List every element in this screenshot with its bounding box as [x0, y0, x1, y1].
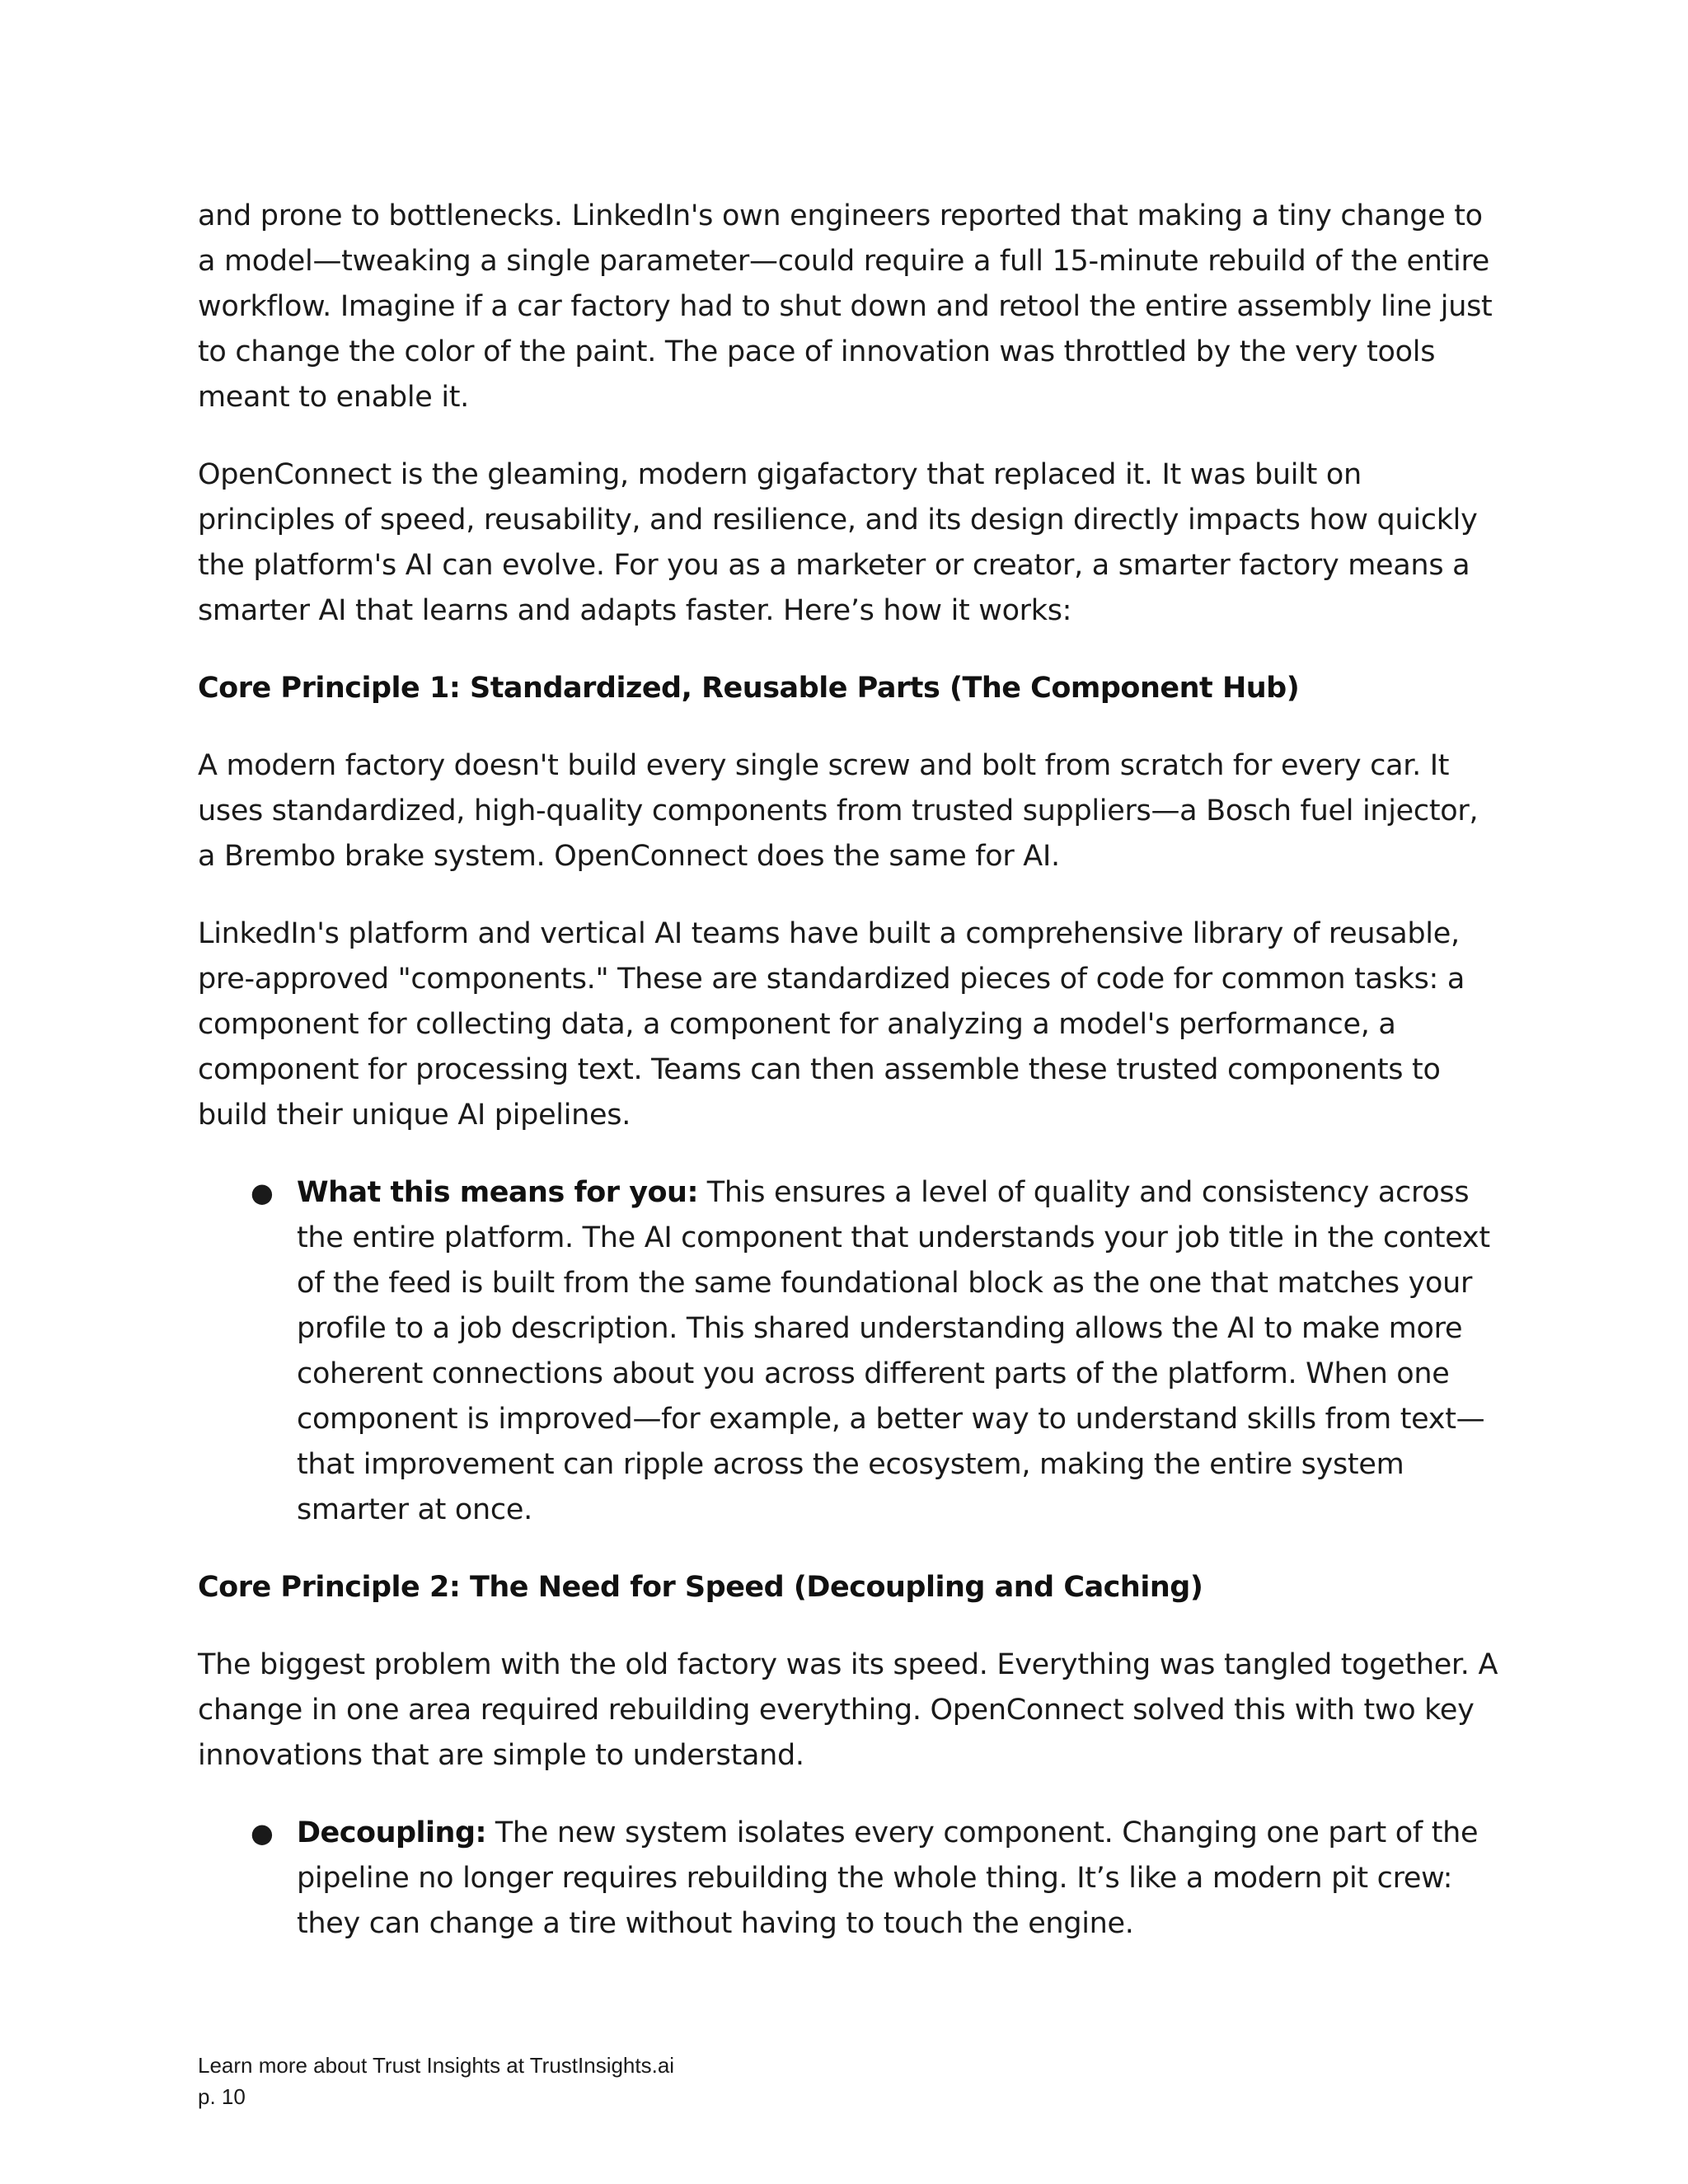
list-item-decoupling	[198, 1811, 1500, 1947]
bullet-list-speed	[198, 1811, 1500, 1947]
bullet-lead-text: What this means for you:	[297, 1176, 698, 1209]
page-body	[198, 194, 1500, 1979]
section-heading-need-for-speed: Core Principle 2: The Need for Speed (Decoupling and Caching)	[198, 1571, 1203, 1604]
bullet-list-component-hub	[198, 1170, 1500, 1533]
paragraph-openconnect-intro: OpenConnect is the gleaming, modern gigafactory that replaced it. It was built on principles of speed, reusability, and resilience, and its design directly impacts how quickly the platform's AI can evolve. For you as a marketer or creator, a smarter factory means a smarter AI that learns and adapts faster. Here’s how it works:	[198, 458, 1478, 627]
bullet-body-text: The new system isolates every component. Changing one part of the pipeline no longer requires rebuilding the whole thing. It’s like a modern pit crew: they can change a tire without having to touch the engine.	[297, 1816, 1479, 1940]
paragraph-old-factory: and prone to bottlenecks. LinkedIn's own engineers reported that making a tiny change to a model—tweaking a single parameter—could require a full 15-minute rebuild of the entire workflow. Imagine if a car factory had to shut down and retool the entire assembly line just to change the color of the paint. The pace of innovation was throttled by the very tools meant to enable it.	[198, 199, 1493, 414]
paragraph-modern-factory: A modern factory doesn't build every single screw and bolt from scratch for every car. It uses standardized, high-quality components from trusted suppliers—a Bosch fuel injector, a Brembo brake system. OpenConnect does the same for AI.	[198, 749, 1479, 873]
page-number: p. 10	[198, 2084, 246, 2109]
list-item-what-this-means	[198, 1170, 1500, 1533]
footer-promo-text: Learn more about Trust Insights at TrustInsights.ai	[198, 2053, 675, 2078]
bullet-marker: ●	[251, 1817, 274, 1849]
bullet-body-text: This ensures a level of quality and consistency across the entire platform. The AI component that understands your job title in the context of the feed is built from the same foundational block as the one that matches your profile to a job description. This shared understanding allows the AI to make more coherent connections about you across different parts of the platform. When one component is improved—for example, a better way to understand skills from text—that improvement can ripple across the ecosystem, making the entire system smarter at once.	[297, 1176, 1490, 1526]
paragraph-old-factory-speed: The biggest problem with the old factory was its speed. Everything was tangled together. A change in one area required rebuilding everything. OpenConnect solved this with two key innovations that are simple to understand.	[198, 1648, 1498, 1772]
paragraph-component-library: LinkedIn's platform and vertical AI teams have built a comprehensive library of reusable, pre-approved "components." These are standardized pieces of code for common tasks: a component for collecting data, a component for analyzing a model's performance, a component for processing text. Teams can then assemble these trusted components to build their unique AI pipelines.	[198, 917, 1465, 1132]
page-footer	[198, 2050, 674, 2112]
section-heading-component-hub: Core Principle 1: Standardized, Reusable Parts (The Component Hub)	[198, 672, 1300, 705]
bullet-marker: ●	[251, 1177, 274, 1208]
bullet-lead-text: Decoupling:	[297, 1816, 487, 1849]
